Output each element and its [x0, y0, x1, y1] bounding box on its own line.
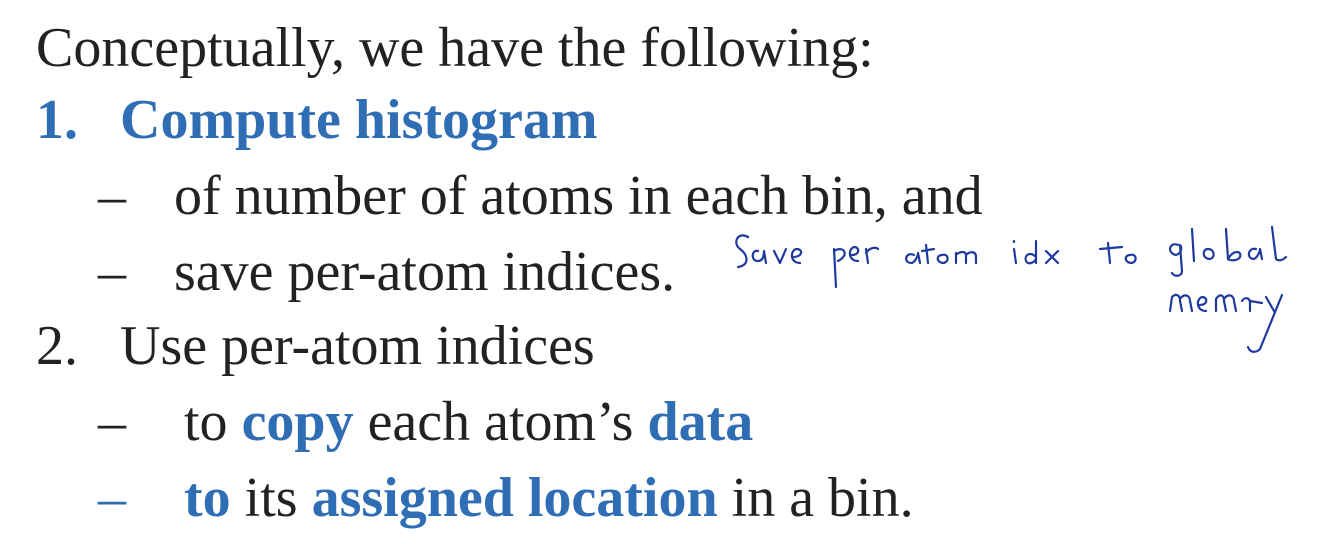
- ink-per: [834, 247, 878, 287]
- item-2-sub-2-w2: its: [230, 467, 312, 529]
- item-2-number: 2.: [36, 315, 78, 377]
- item-2-sub-2-w4: in a bin.: [717, 467, 914, 529]
- ink-global: [1170, 227, 1286, 276]
- item-2-sub-2-assigned-location: assigned location: [311, 467, 718, 529]
- item-2-sub-2-to: to: [184, 467, 231, 529]
- item-2: [36, 315, 595, 377]
- item-1-sub-2-dash: –: [98, 241, 126, 303]
- ink-idx: [1014, 241, 1058, 263]
- item-2-sub-1-text: [184, 391, 754, 453]
- annotation-line-1: [0, 0, 1, 1]
- item-2-title: Use per-atom indices: [120, 315, 595, 377]
- item-2-sub-1-copy: copy: [241, 391, 354, 453]
- ink-memory: [1170, 295, 1282, 352]
- item-2-sub-2-dash: –: [98, 467, 126, 529]
- item-1: [36, 89, 598, 151]
- item-1-number: 1.: [36, 89, 78, 151]
- item-1-sub-1-dash: –: [98, 165, 126, 227]
- item-2-sub-1-data: data: [647, 391, 754, 453]
- ink-atom: [906, 245, 976, 263]
- ink-to: [1100, 243, 1136, 263]
- item-2-sub-1-w3: each atom’s: [353, 391, 648, 453]
- item-1-sub-2-text: save per-atom indices.: [174, 241, 676, 303]
- item-1-title: Compute histogram: [120, 89, 598, 151]
- item-1-sub-1-text: of number of atoms in each bin, and: [174, 165, 983, 227]
- item-2-sub-2-text: [184, 467, 914, 529]
- ink-save: [736, 235, 801, 267]
- item-2-sub-1-w1: to: [184, 391, 242, 453]
- annotation-text: [0, 0, 1, 1]
- item-2-sub-1-dash: –: [98, 391, 126, 453]
- heading: Conceptually, we have the following:: [36, 17, 874, 79]
- handwritten-annotation: [730, 215, 1330, 355]
